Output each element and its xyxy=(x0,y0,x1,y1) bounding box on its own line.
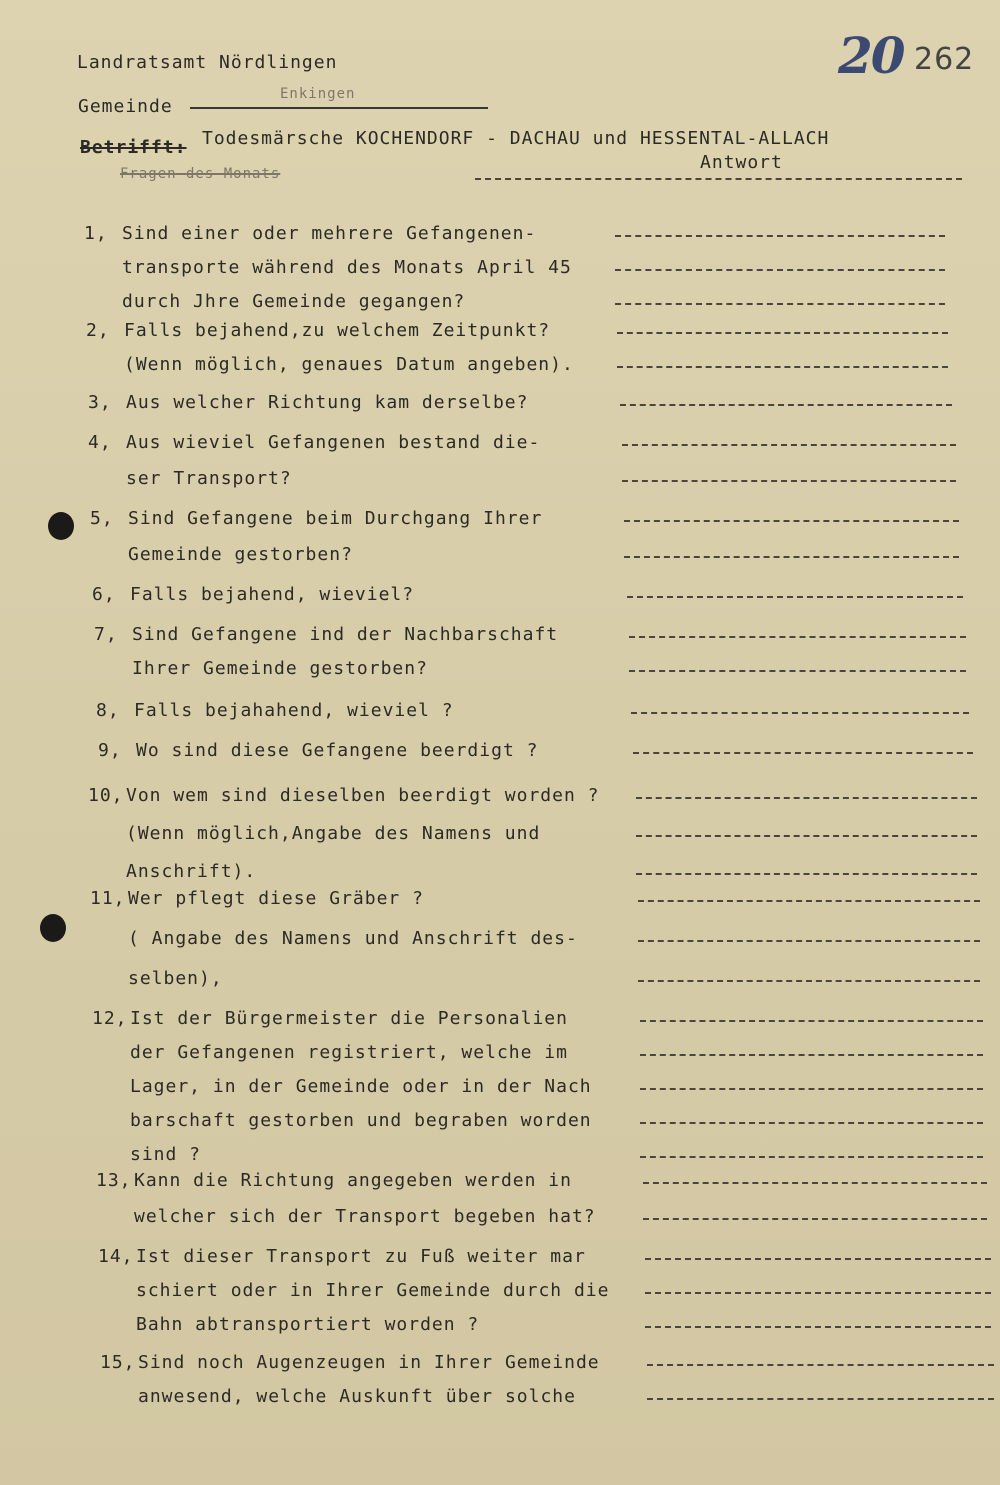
municipality-underline xyxy=(190,107,488,109)
answer-line[interactable] xyxy=(622,444,956,446)
question-text-line: Sind Gefangene ind der Nachbarschaft xyxy=(132,624,559,645)
answer-line[interactable] xyxy=(640,1122,983,1124)
question-number: 8, xyxy=(96,700,120,721)
question-number: 13, xyxy=(96,1170,132,1191)
punch-hole-upper xyxy=(48,512,74,540)
answer-line[interactable] xyxy=(638,900,980,902)
answer-line[interactable] xyxy=(636,835,977,837)
answer-line[interactable] xyxy=(647,1364,994,1366)
page-number: 262 xyxy=(914,42,975,77)
answer-line[interactable] xyxy=(629,670,966,672)
question-number: 2, xyxy=(86,320,110,341)
question-text-line: (Wenn möglich, genaues Datum angeben). xyxy=(124,354,574,375)
question-text-line: Anschrift). xyxy=(126,861,257,882)
question-number: 14, xyxy=(98,1246,134,1267)
question-number: 15, xyxy=(100,1352,136,1373)
question-text-line: Wo sind diese Gefangene beerdigt ? xyxy=(136,740,539,761)
answer-line[interactable] xyxy=(615,303,945,305)
answer-line[interactable] xyxy=(640,1156,983,1158)
question-number: 4, xyxy=(88,432,112,453)
question-text-line: Sind einer oder mehrere Gefangenen- xyxy=(122,223,537,244)
question-text-line: selben), xyxy=(128,968,223,989)
question-text-line: schiert oder in Ihrer Gemeinde durch die xyxy=(136,1280,610,1301)
answer-line[interactable] xyxy=(620,404,952,406)
question-text-line: Kann die Richtung angegeben werden in xyxy=(134,1170,572,1191)
question-text-line: durch Jhre Gemeinde gegangen? xyxy=(122,291,466,312)
question-text-line: der Gefangenen registriert, welche im xyxy=(130,1042,568,1063)
question-text-line: Ihrer Gemeinde gestorben? xyxy=(132,658,428,679)
question-text-line: Ist der Bürgermeister die Personalien xyxy=(130,1008,568,1029)
answer-line[interactable] xyxy=(629,636,966,638)
question-number: 10, xyxy=(88,785,124,806)
municipality-label: Gemeinde xyxy=(78,96,173,117)
subject-rule xyxy=(475,178,962,180)
question-text-line: Von wem sind dieselben beerdigt worden ? xyxy=(126,785,600,806)
question-text-line: anwesend, welche Auskunft über solche xyxy=(138,1386,576,1407)
question-number: 3, xyxy=(88,392,112,413)
question-text-line: Lager, in der Gemeinde oder in der Nach xyxy=(130,1076,592,1097)
question-number: 5, xyxy=(90,508,114,529)
question-number: 6, xyxy=(92,584,116,605)
answer-line[interactable] xyxy=(633,752,973,754)
answer-label: Antwort xyxy=(700,152,783,173)
answer-line[interactable] xyxy=(615,235,945,237)
subject-overtyped: Fragen des Monats xyxy=(120,166,281,182)
answer-line[interactable] xyxy=(645,1292,991,1294)
question-text-line: ( Angabe des Namens und Anschrift des- xyxy=(128,928,578,949)
answer-line[interactable] xyxy=(615,269,945,271)
question-text-line: (Wenn möglich,Angabe des Namens und xyxy=(126,823,541,844)
office-heading: Landratsamt Nördlingen xyxy=(77,52,338,73)
answer-line[interactable] xyxy=(643,1218,987,1220)
answer-line[interactable] xyxy=(617,332,948,334)
answer-line[interactable] xyxy=(636,797,977,799)
question-text-line: Falls bejahend,zu welchem Zeitpunkt? xyxy=(124,320,551,341)
answer-line[interactable] xyxy=(638,980,980,982)
question-text-line: barschaft gestorben und begraben worden xyxy=(130,1110,592,1131)
answer-line[interactable] xyxy=(624,556,959,558)
question-text-line: welcher sich der Transport begeben hat? xyxy=(134,1206,596,1227)
answer-line[interactable] xyxy=(645,1326,991,1328)
question-text-line: Aus wieviel Gefangenen bestand die- xyxy=(126,432,541,453)
answer-line[interactable] xyxy=(631,712,969,714)
handwritten-number: 20 xyxy=(838,26,904,85)
answer-line[interactable] xyxy=(640,1088,983,1090)
question-text-line: transporte während des Monats April 45 xyxy=(122,257,572,278)
answer-line[interactable] xyxy=(640,1020,983,1022)
question-number: 7, xyxy=(94,624,118,645)
question-text-line: Gemeinde gestorben? xyxy=(128,544,353,565)
question-text-line: Sind Gefangene beim Durchgang Ihrer xyxy=(128,508,543,529)
answer-line[interactable] xyxy=(627,596,963,598)
question-text-line: Bahn abtransportiert worden ? xyxy=(136,1314,480,1335)
municipality-value: Enkingen xyxy=(280,86,356,102)
question-text-line: Ist dieser Transport zu Fuß weiter mar xyxy=(136,1246,586,1267)
answer-line[interactable] xyxy=(647,1398,994,1400)
question-text-line: sind ? xyxy=(130,1144,202,1165)
answer-line[interactable] xyxy=(622,480,956,482)
subject-text: Todesmärsche KOCHENDORF - DACHAU und HESSENTAL-ALLACH xyxy=(202,128,830,149)
punch-hole-lower xyxy=(40,914,66,942)
question-text-line: ser Transport? xyxy=(126,468,292,489)
question-number: 9, xyxy=(98,740,122,761)
question-number: 1, xyxy=(84,223,108,244)
answer-line[interactable] xyxy=(643,1182,987,1184)
answer-line[interactable] xyxy=(645,1258,991,1260)
question-text-line: Falls bejahend, wieviel? xyxy=(130,584,415,605)
question-text-line: Wer pflegt diese Gräber ? xyxy=(128,888,424,909)
subject-label: Betrifft: xyxy=(80,137,187,158)
question-text-line: Sind noch Augenzeugen in Ihrer Gemeinde xyxy=(138,1352,600,1373)
question-text-line: Aus welcher Richtung kam derselbe? xyxy=(126,392,529,413)
question-number: 11, xyxy=(90,888,126,909)
answer-line[interactable] xyxy=(617,366,948,368)
question-number: 12, xyxy=(92,1008,128,1029)
answer-line[interactable] xyxy=(636,873,977,875)
answer-line[interactable] xyxy=(640,1054,983,1056)
question-text-line: Falls bejahahend, wieviel ? xyxy=(134,700,454,721)
answer-line[interactable] xyxy=(638,940,980,942)
answer-line[interactable] xyxy=(624,520,959,522)
